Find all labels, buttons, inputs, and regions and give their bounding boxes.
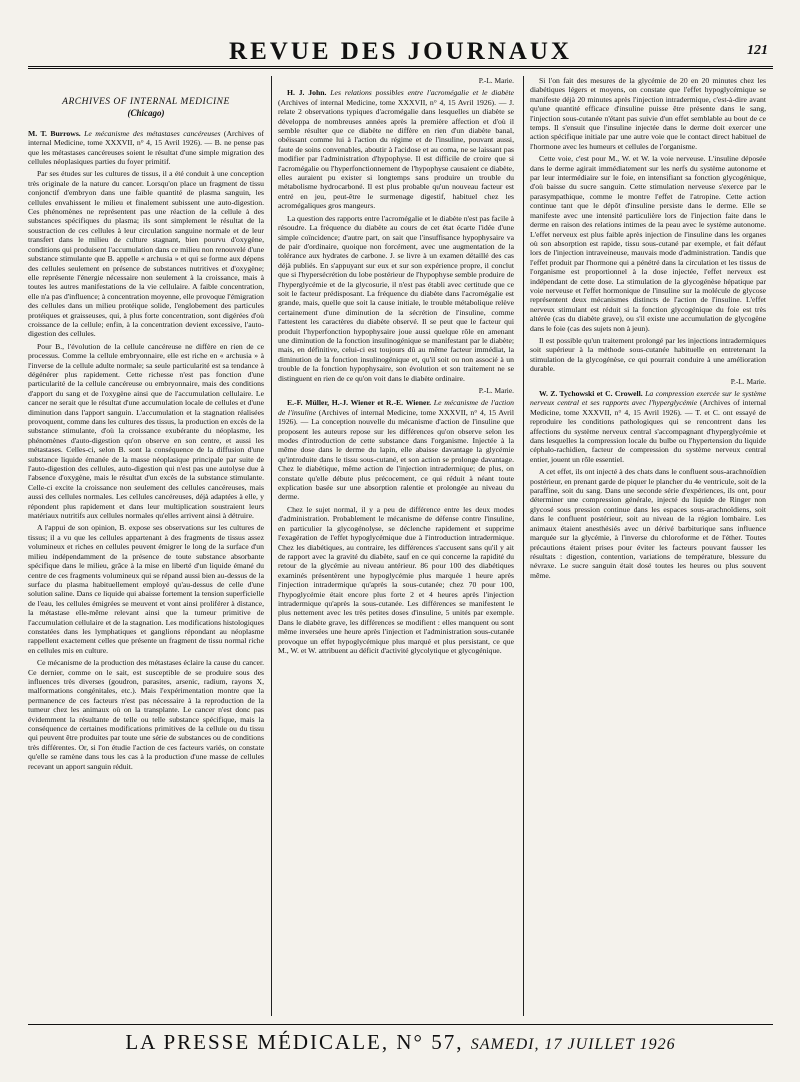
article-paragraph: Ce mécanisme de la production des métastases éclaire la cause du cancer. Ce dernier, comme on le sait, est susceptible de se produire sous des influences très diverses (goudron, parasites, arsenic, radium, rayons X, malformations congénitales, etc.). Mais l'expérimentation montre que la permanence de ces facteurs n'est pas nécessaire à la reproduction de la tumeur chez les animaux où on la transplante. Le cancer n'est donc pas évidemment la résultante de telle ou telle substance spécifique, mais la conséquence de certaines modifications primitives de la cellule ou du tissu qui peuvent être produites par toute une série de substances ou de conditions très différentes. Or, si l'on étudie l'action de ces facteurs variés, on constate qu'elle se ramène dans tous les cas à la production d'une masse de cellules recevant un apport sanguin réduit. [28,658,264,771]
article-signature: P.-L. Marie. [478,386,514,395]
header-rule [28,66,773,71]
article-citation: (Archives of internal Medicine, tome XXXVII, n° 4, 15 Avril 1926). — T. et C. ont essayé de reproduire les conditions pathologiques qui se rencontrent dans les affections du système nerveux central s'accompagnant d'hyperglycémie et dans lesquelles la compression locale du bulbe ou l'hypertension du liquide céphalo-rachidien, facteur de compression du système nerveux central entier, jouent un rôle essentiel. [530,398,766,464]
article-tychowski-intro [530,389,766,464]
article-author: H. J. John. [287,88,327,98]
article-citation: (Archives of internal Medicine, tome XXXVII, n° 4, 15 Avril 1926). — La conception nouvelle du mécanisme d'action de l'insuline que proposent les auteurs repose sur les différences qu'on observe selon les modes d'introduction de cette substance dans l'organisme. Injectée à la même dose dans le derme du lapin, elle abaisse davantage la glycémie qu'introduite dans le tissu sous-cutané, et son action se prolonge davantage. Chez le diabétique, même action de l'injection intradermique; de plus, on constate qu'elle débute plus précocement, ce qui réduit à néant toute explication basée sur une absorption ralentie et prolongée au niveau du derme. [278,407,514,502]
article-citation: (Archives of internal Medicine, tome XXXVII, n° 4, 15 Avril 1926). — B. ne pense pas que les métastases cancéreuses soient le résultat d'une simple migration des cellules néoplasiques parties du foyer primitif. [28,128,264,167]
journal-title: REVUE DES JOURNAUX [229,38,572,65]
article-paragraph: Il est possible qu'un traitement prolongé par les injections intradermiques soit supérieur à la méthode sous-cutanée habituelle en entretenant la stimulation de la glycogénèse, ce qui pourrait conduire à une amélioration durable. [530,335,766,374]
page-header [28,18,773,68]
article-paragraph: A cet effet, ils ont injecté à des chats dans le confluent sous-arachnoïdien postérieur, en prenant garde de piquer le plancher du 4e ventricule, soit de la paraffine, soit du sang. Dans une seconde série d'expériences, ils ont, pour déterminer une compression générale, injecté du liquide de Ringer non glycosé sous pression continue dans les espaces sous-arachnoïdiens, soit dans le confluent postérieur, soit au niveau de la région lombaire. Les animaux étaient anesthésiés avec un dérivé barbiturique sans influence marquée sur la glycémie, à l'inverse du chloroforme et de l'éther. Toutes précautions étaient prises pour éviter les facteurs pouvant fausser les résultats : digestion, contention, variations de température, blessure du névraxe. Le sucre sanguin était dosé toutes les heures ou plus souvent même. [530,467,766,580]
article-title: Les relations possibles entre l'acromégalie et le diabète [330,88,514,98]
article-paragraph: Pour B., l'évolution de la cellule cancéreuse ne diffère en rien de ce processus. Comme la cellule embryonnaire, elle est riche en « archusia » à l'inverse de la cellule adulte normale; sa seule particularité est sa tendance à dégénérer plus rapidement. Cette richesse n'est pas fonction d'une particularité de la cellule cancéreuse ou embryonnaire, mais des conditions d'apport du sang et de l'oxygène ainsi que de l'accumulation cellulaire. Le cancer ne serait que le résultat d'une accumulation locale de cellules et d'une diminution dans l'apport sanguin. L'accumulation et la stagnation réalisées provoquent, comme dans les cultures des tissus, la production en excès de la substance stimulante, d'où la croissance exubérante du néoplasme, les phénomènes d'auto-digestion qu'on observe en son centre, et aussi les métastases. Celles-ci, selon B. sont la conséquence de la diffusion d'une substance liquide émanée de la masse néoplasique principale par suite de l'auto-digestion des cellules, auto-digestion qui n'est pas une autolyse due à l'absence d'oxygène, mais le résultat d'un excès de la substance stimulante. Celle-ci excite la croissance non seulement des cellules cancéreuses, mais aussi des cellules normales. Les cellules cancéreuses, déjà adaptées à elle, y répondent plus rapidement et dans leur multiplication soustraient leurs matériaux nutritifs aux cellules normales qu'elles arrivent ainsi à détruire. [28,341,264,521]
article-author: W. Z. Tychowski et C. Crowell. [539,389,643,398]
footer-line [28,1030,773,1055]
footer-date: SAMEDI, 17 JUILLET 1926 [470,1036,676,1053]
page-footer [28,1024,773,1065]
footer-issue-number: N° 57, [396,1030,464,1054]
article-paragraph: Par ses études sur les cultures de tissus, il a été conduit à une conception très originale de la nature du cancer. Lorsqu'on place un fragment de tissu conjonctif d'embryon dans une faible quantité de plasma sanguin, les cellules envahissent le milieu et finalement subissent une auto-digestion. Ces phénomènes ne représentent pas une réaction de la cellule à des substances spécifiques du plasma; ils sont simplement le résultat de la soustraction de ces cellules à leur circulation sanguine normale et de leur transfert dans le milieu de culture stagnant, bien pourvu d'oxygène, conditions qui produisent l'accumulation dans ce milieu non renouvelé d'une substance stimulante que B. appelle « archusia » et qui se forme aux dépens des cellules seulement en présence de substances nutritives et d'oxygène; elle représente l'énergie nécessaire non seulement à la croissance, mais à toutes les autres manifestations de la vie cellulaire. A faible concentration, elle n'a pas d'influence; à concentration moyenne, elle provoque l'émigration des cellules dans un milieu protéique solide, l'englobement des particules protéiques et graisseuses, qui, à plus forte concentration, sont digérées d'où croissance de la cellule; enfin, à la concentration devient excessive, l'auto-digestion des cellules. [28,169,264,339]
text-column-2 [278,76,514,1016]
footer-journal-name: LA PRESSE MÉDICALE, [125,1030,390,1054]
article-paragraph: Chez le sujet normal, il y a peu de différence entre les deux modes d'administration. Probablement le mécanisme de défense contre l'insuline, en particulier la glycogénolyse, se déclenche rapidement et supprime l'exagération de l'effet hypoglycémique due à l'introduction intradermique. Chez les diabétiques, au contraire, les différences s'accusent sans qu'il y ait de rapport avec la gravité du diabète, sauf en ce qui concerne la rapidité du retour de la glycémie au niveau antérieur. 86 pour 100 des diabétiques examinés présentèrent une hypoglycémie plus marquée 1 heure après l'injection intradermique qu'après la sous-cutanée; chez 70 pour 100, l'hypoglycémie était encore plus forte 2 et 4 heures après l'injection intradermique qu'après la sous-cutanée. Les différences se manifestent le plus nettement avec les très petites doses d'insuline, 5 unités par exemple. Dans le diabète grave, les différences se modifient : elles manquent ou sont même inversées une heure après l'injection et l'administration sous-cutanée provoque un effet hypoglycémique plus marqué et plus persistant, ce que M., W. et W. attribuent au déficit d'activité glycolytique et glycogénique. [278,504,514,655]
section-subheading: (Chicago) [127,108,165,119]
article-muller-intro [278,398,514,501]
article-signature: P.-L. Marie. [478,76,514,85]
article-title: La compression exercée sur le système nerveux central et ses rapports avec l'hyperglycémie [530,389,766,408]
page-number: 121 [747,43,768,58]
article-title: Le mécanisme de l'action de l'insuline [278,398,514,417]
article-paragraph: Si l'on fait des mesures de la glycémie de 20 en 20 minutes chez les diabétiques légers et moyens, on constate que l'effet hypoglycémique se manifeste déjà 20 minutes après l'injection intradermique, c'est-à-dire avant qu'une quantité efficace d'insuline puisse être présente dans le sang, l'injection sous-cutanée n'étant pas suivie d'un effet semblable au bout de ce temps. Il s'ensuit que l'insuline injectée dans le derme doit exercer une action spécifique initiale par une autre voie que le contact direct habituel de l'hormone avec les humeurs et cellules de l'organisme. [530,76,766,151]
article-paragraph: A l'appui de son opinion, B. expose ses observations sur les cultures de tissus; il a vu que les cellules appartenant à des fragments de tissus assez volumineux et riches en cellules peuvent émigrer le long de la surface d'un milieu indépendamment de la présence de toute substance absorbante spécifique dans le milieu, grâce à la mise en liberté d'un liquide émané du centre de ces fragments volumineux qui se répand aussi bien au-dessus de la surface du plasma habituellement employé qu'au-dessus de celle d'une solution saline. Dans ce liquide qui abaisse fortement la tension superficielle de l'eau, les cellules émigrées se meuvent et vont ainsi proliférer à distance, la métastase elle-même relevant ainsi que la tumeur primitive de l'accumulation cellulaire et de la stagnation. Les modifications histologiques constatées dans les lymphatiques et ganglions répondant au néoplasme rappellent exactement celles que présente un fragment de tissu normal riche en cellules mis en culture. [28,523,264,655]
article-author: M. T. Burrows. [28,128,81,138]
article-signature: P.-L. Marie. [730,376,766,386]
text-flow [28,76,264,1016]
article-columns [28,76,773,1016]
article-john-intro [278,88,514,210]
article-paragraph: La question des rapports entre l'acromégalie et le diabète n'est pas facile à résoudre. La fréquence du diabète au cours de cet état écarte l'idée d'une simple coïncidence; d'autre part, on sait que l'insuffisance hypophysaire va de pair d'ordinaire, quoique non forcément, avec une augmentation de la tolérance aux hydrates de carbone. J. se livre à un examen détaillé des cas déjà publiés. En s'appuyant sur eux et sur son expérience propre, il conclut que si l'hypersécrétion du lobe postérieur de l'hypophyse semble produire de l'hyperglycémie et de la glycosurie, il n'est pas établi avec certitude que ce soit le facteur prédisposant. La fréquence du diabète dans l'acromégalie est grande, mais, quelle que soit la cause initiale, le trouble métabolique relève certainement d'une diminution de la sécrétion de l'insuline, comme l'attestent les caractères du diabète observé. Il se peut que le facteur qui produit l'hyperfonction hypophysaire joue aussi quelque rôle en amenant une diminution de la fonction insulinogénique se manifestant par le diabète; mais, en définitive, celui-ci est toujours dû au même facteur immédiat, la diminution de la fonction insulinogénique et, qu'il soit ou non associé à un trouble de la fonction hypophysaire, son évolution et son traitement ne se distinguent en rien de ce qu'on voit dans le diabète ordinaire. [278,213,514,383]
text-column-3 [530,76,766,1016]
article-author: E.-F. Müller, H.-J. Wiener et R.-E. Wiener. [287,398,432,408]
article-citation: (Archives of internal Medicine, tome XXXVII, n° 4, 15 Avril 1926). — J. relate 2 observations typiques d'acromégalie dans lesquelles un diabète se développa de nombreuses années après la première affection et d'où il semble résulter que ce diabète ne diffère en rien d'un diabète banal, obéissant comme lui à l'action du régime et de l'insuline, pouvant aussi, faute de soins convenables, aboutir à l'acidose et au coma, ne se laissant pas modifier par l'administration d'hypophyse. Il est difficile de croire que si l'acromégalie ou l'hyperfonctionnement de l'hypophyse causaient ce diabète, elles auraient pu exister si longtemps sans produire un trouble du métabolisme hydrocarboné. Il est plus probable qu'un nouveau facteur est entré en jeu, peut-être le surmenage digestif, habituel chez les acromégaliques gros mangeurs. [278,97,514,211]
article-burrows-intro [28,129,264,167]
section-heading: ARCHIVES OF INTERNAL MEDICINE [62,97,230,107]
article-paragraph: Cette voie, c'est pour M., W. et W. la voie nerveuse. L'insuline déposée dans le derme agirait immédiatement sur les nerfs du système autonome et par leur intermédiaire sur le foie, en intensifiant sa fonction glycogénique, d'où baisse du sucre sanguin. Cette stimulation nerveuse s'exerce par le parasympathique, comme le montre l'effet de l'atropine. Cette action continue tant que le dépôt d'insuline persiste dans le derme. Elle se manifeste avec une intensité particulière lors de l'injection faite dans le derme en raison des relations intimes de la peau avec le système autonome. L'effet nerveux est plus faible après injection de l'insuline dans les organes où son absorption est rapide, tissu sous-cutané par exemple, et fait défaut lors de l'injection intraveineuse, mauvais mode d'administration. Tandis que l'effet produit par l'hormone qui a pénétré dans la circulation et les tissus de l'organisme est proportionnel à la dose injectée, l'effet nerveux est indépendant de cette dose. La stimulation de la glycogénèse hépatique par voie nerveuse et l'effet hormonique de l'insuline sur la molécule de glycose représentent deux mécanismes distincts de l'action de l'insuline. L'effet nerveux stimulant est réduit si la fonction glycogénique du foie est très altérée (cas du diabète grave), ou s'il existe une accumulation de glycogène dans le foie (cas des sujets non à jeun). [530,154,766,333]
article-title: Le mécanisme des métastases cancéreuses [84,128,221,138]
